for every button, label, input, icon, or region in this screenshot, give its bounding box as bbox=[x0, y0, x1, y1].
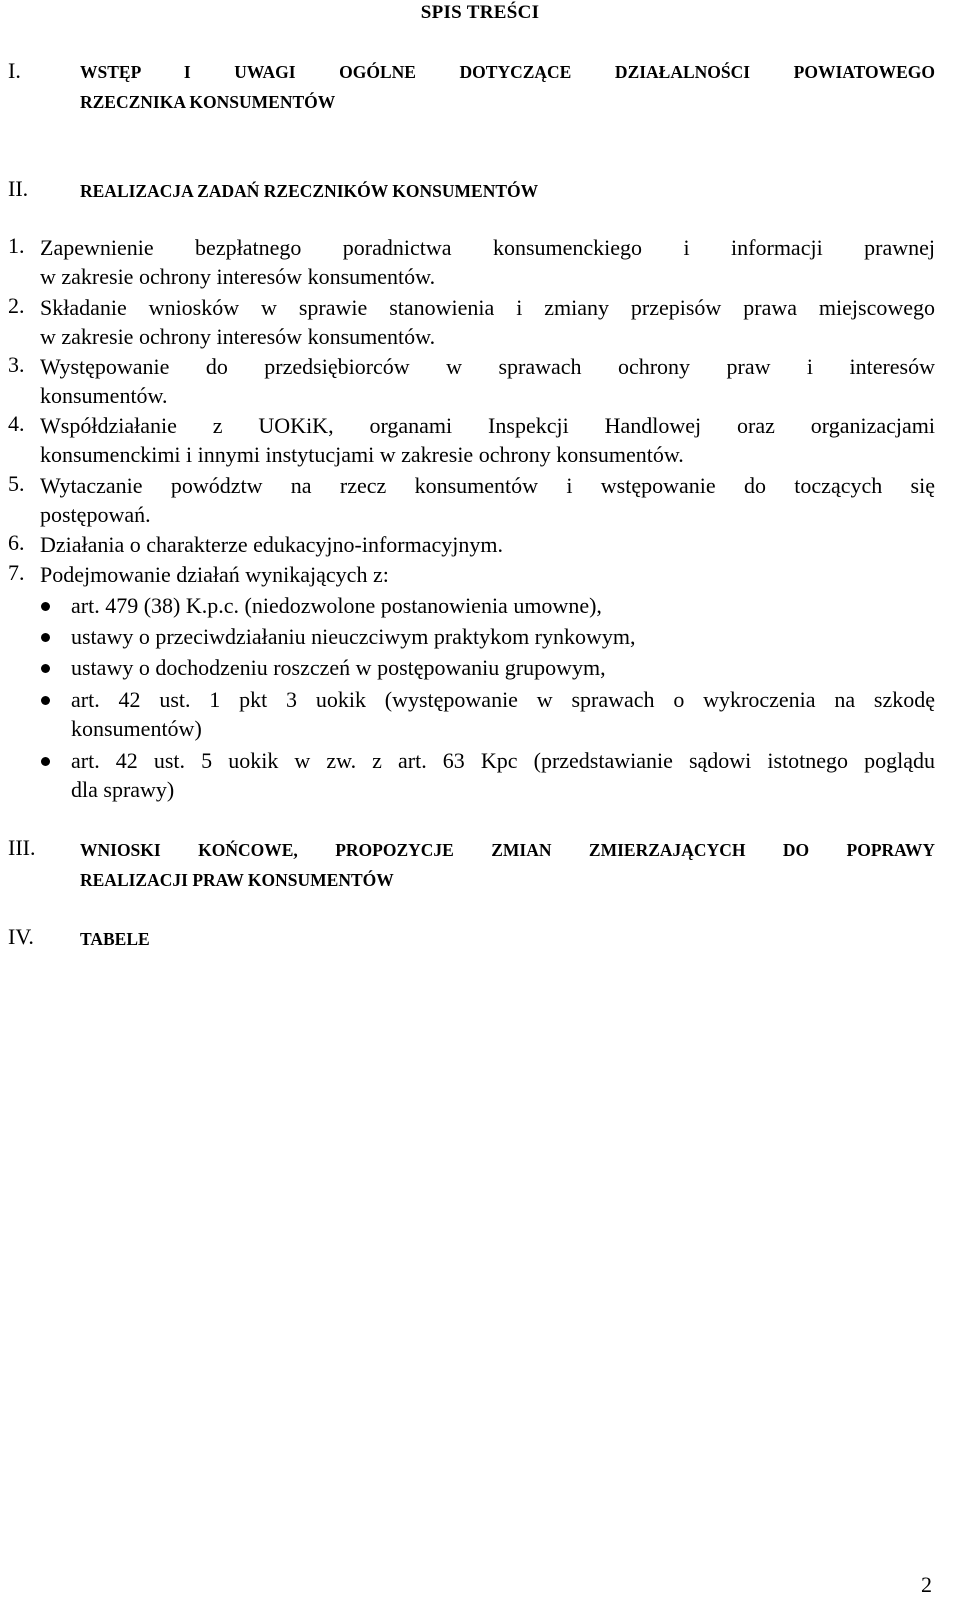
list-item-text-cont: konsumentów. bbox=[40, 383, 168, 408]
bullet-item-text: art. 42 ust. 5 uokik w zw. z art. 63 Kpc (przedstawianie sądowi istotnego poglądu bbox=[71, 748, 935, 773]
page-title: SPIS TREŚCI bbox=[420, 2, 540, 23]
bullet-item bbox=[71, 591, 935, 620]
bullet-item bbox=[71, 622, 935, 651]
bullet-icon bbox=[41, 757, 50, 766]
list-item-number: 1. bbox=[8, 233, 25, 258]
list-item-text: Działania o charakterze edukacyjno-informacyjnym. bbox=[40, 532, 503, 557]
section-heading-cont: REALIZACJI PRAW KONSUMENTÓW bbox=[80, 870, 394, 890]
list-item-number: 4. bbox=[8, 411, 25, 436]
list-item bbox=[40, 411, 935, 469]
list-item bbox=[40, 293, 935, 351]
bullet-icon bbox=[41, 664, 50, 673]
bullet-item-text: ustawy o dochodzeniu roszczeń w postępowaniu grupowym, bbox=[71, 655, 606, 680]
bullet-item-text: ustawy o przeciwdziałaniu nieuczciwym praktykom rynkowym, bbox=[71, 624, 636, 649]
section-number: III. bbox=[8, 835, 36, 860]
bullet-item bbox=[71, 653, 935, 682]
list-item-text: Zapewnienie bezpłatnego poradnictwa konsumenckiego i informacji prawnej bbox=[40, 235, 935, 260]
list-item bbox=[40, 530, 935, 559]
bullet-icon bbox=[41, 602, 50, 611]
section-heading: REALIZACJA ZADAŃ RZECZNIKÓW KONSUMENTÓW bbox=[80, 181, 539, 201]
list-item-number: 5. bbox=[8, 471, 25, 496]
section-heading: WSTĘP I UWAGI OGÓLNE DOTYCZĄCE DZIAŁALNOŚCI POWIATOWEGO bbox=[80, 62, 935, 82]
section-number: IV. bbox=[8, 924, 34, 949]
bullet-item-text: art. 479 (38) K.p.c. (niedozwolone postanowienia umowne), bbox=[71, 593, 602, 618]
bullet-icon bbox=[41, 696, 50, 705]
bullet-item-text-cont: dla sprawy) bbox=[71, 777, 175, 802]
list-item bbox=[40, 233, 935, 291]
list-item-text-cont: w zakresie ochrony interesów konsumentów. bbox=[40, 324, 436, 349]
list-item-number: 2. bbox=[8, 293, 25, 318]
list-item-number: 7. bbox=[8, 560, 25, 585]
bullet-item-text-cont: konsumentów) bbox=[71, 716, 202, 741]
list-item-number: 3. bbox=[8, 352, 25, 377]
list-item bbox=[40, 352, 935, 410]
bullet-item bbox=[71, 746, 935, 804]
list-item-text-cont: konsumenckimi i innymi instytucjami w zakresie ochrony konsumentów. bbox=[40, 442, 684, 467]
list-item bbox=[40, 560, 935, 589]
list-item-text: Podejmowanie działań wynikających z: bbox=[40, 562, 389, 587]
list-item bbox=[40, 471, 935, 529]
list-item-number: 6. bbox=[8, 530, 25, 555]
list-item-text: Występowanie do przedsiębiorców w sprawach ochrony praw i interesów bbox=[40, 354, 935, 379]
list-item-text: Współdziałanie z UOKiK, organami Inspekcji Handlowej oraz organizacjami bbox=[40, 413, 935, 438]
section-heading: WNIOSKI KOŃCOWE, PROPOZYCJE ZMIAN ZMIERZAJĄCYCH DO POPRAWY bbox=[80, 840, 935, 860]
bullet-icon bbox=[41, 633, 50, 642]
list-item-text: Składanie wniosków w sprawie stanowienia i zmiany przepisów prawa miejscowego bbox=[40, 295, 935, 320]
section-heading: TABELE bbox=[80, 929, 150, 949]
section-heading-cont: RZECZNIKA KONSUMENTÓW bbox=[80, 92, 336, 112]
bullet-item bbox=[71, 685, 935, 743]
list-item-text-cont: postępowań. bbox=[40, 502, 151, 527]
section-number: I. bbox=[8, 58, 21, 83]
section-number: II. bbox=[8, 176, 29, 201]
list-item-text-cont: w zakresie ochrony interesów konsumentów. bbox=[40, 264, 436, 289]
bullet-item-text: art. 42 ust. 1 pkt 3 uokik (występowanie w sprawach o wykroczenia na szkodę bbox=[71, 687, 935, 712]
page-number: 2 bbox=[921, 1572, 932, 1597]
list-item-text: Wytaczanie powództw na rzecz konsumentów i wstępowanie do toczących się bbox=[40, 473, 935, 498]
